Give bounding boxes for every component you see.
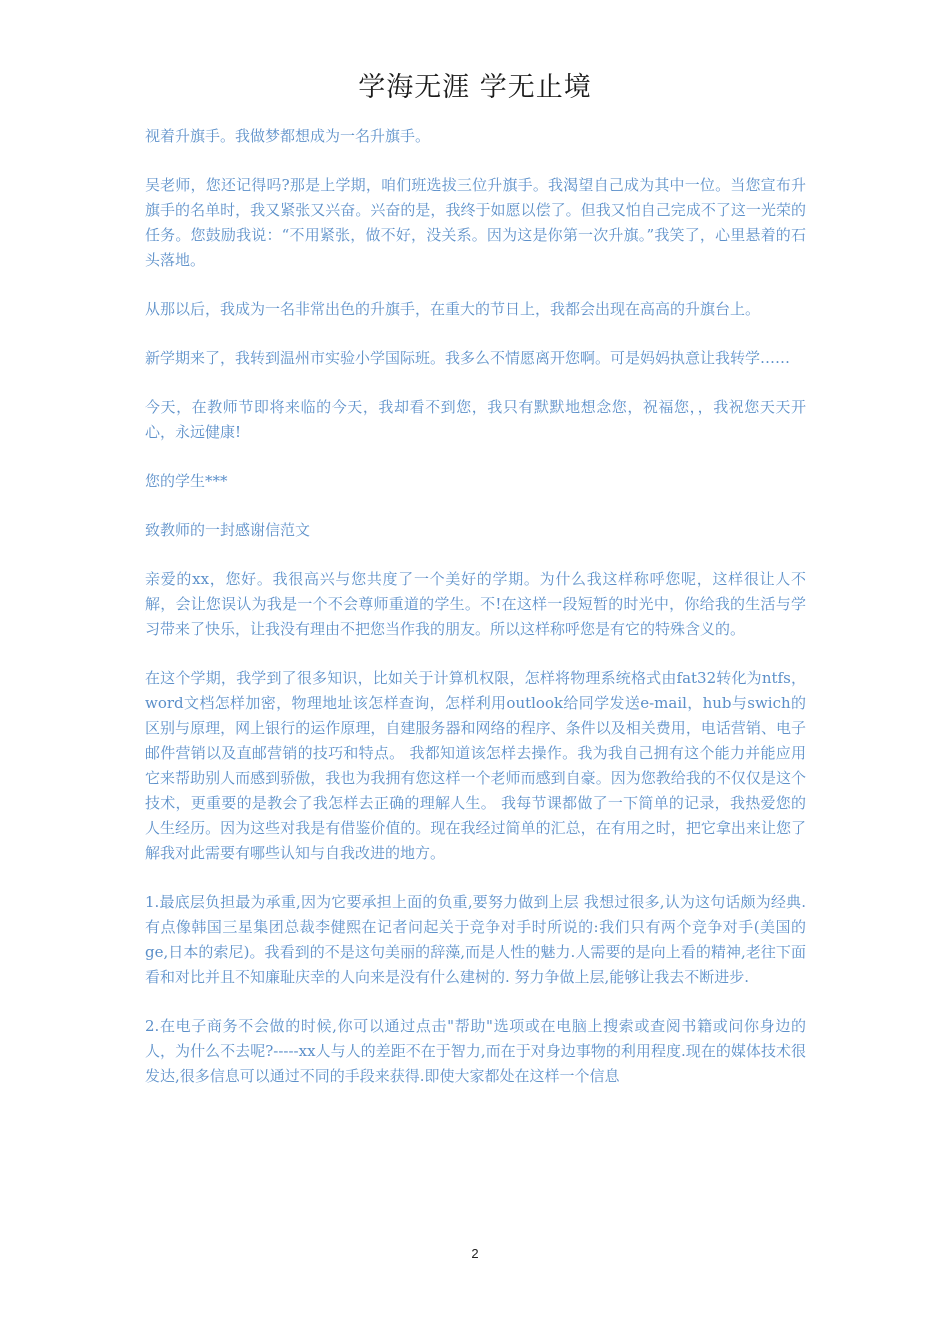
paragraph: 亲爱的xx，您好。我很高兴与您共度了一个美好的学期。为什么我这样称呼您呢，这样很让人不解，会让您误认为我是一个不会尊师重道的学生。不!在这样一段短暂的时光中，你给我的生活与学习带来了快乐，让我没有理由不把您当作我的朋友。所以这样称呼您是有它的特殊含义的。 [145,570,806,638]
paragraph: 新学期来了，我转到温州市实验小学国际班。我多么不情愿离开您啊。可是妈妈执意让我转学…… [145,349,791,367]
signature-line: 您的学生*** [145,472,228,490]
letter-body [145,124,806,1113]
paragraph: 2.在电子商务不会做的时候,你可以通过点击"帮助"选项或在电脑上搜索或查阅书籍或问你身边的人，为什么不去呢?-----xx人与人的差距不在于智力,而在于对身边事物的利用程度.现在的媒体技术很发达,很多信息可以通过不同的手段来获得.即使大家都处在这样一个信息 [145,1017,806,1085]
paragraph: 1.最底层负担最为承重,因为它要承担上面的负重,要努力做到上层 我想过很多,认为这句话颇为经典.有点像韩国三星集团总裁李健熙在记者问起关于竞争对手时所说的:我们只有两个竞争对手(美国的ge,日本的索尼)。我看到的不是这句美丽的辞藻,而是人性的魅力.人需要的是向上看的精神,老往下面看和对比并且不知廉耻庆幸的人向来是没有什么建树的. 努力争做上层,能够让我去不断进步. [145,893,806,986]
paragraph: 从那以后，我成为一名非常出色的升旗手，在重大的节日上，我都会出现在高高的升旗台上。 [145,300,761,318]
page-header-title: 学海无涯 学无止境 [358,72,592,103]
paragraph: 吴老师，您还记得吗?那是上学期，咱们班选拔三位升旗手。我渴望自己成为其中一位。当您宣布升旗手的名单时，我又紧张又兴奋。兴奋的是，我终于如愿以偿了。但我又怕自己完成不了这一光荣的任务。您鼓励我说：“不用紧张，做不好，没关系。因为这是你第一次升旗。”我笑了，心里悬着的石头落地。 [145,176,806,269]
paragraph: 在这个学期，我学到了很多知识，比如关于计算机权限，怎样将物理系统格式由fat32转化为ntfs，word文档怎样加密，物理地址该怎样查询，怎样利用outlook给同学发送e-mail，hub与swich的区别与原理，网上银行的运作原理，自建服务器和网络的程序、条件以及相关费用，电话营销、电子邮件营销以及直邮营销的技巧和特点。 我都知道该怎样去操作。我为我自己拥有这个能力并能应用它来帮助别人而感到骄傲，我也为我拥有您这样一个老师而感到自豪。因为您教给我的不仅仅是这个技术，更重要的是教会了我怎样去正确的理解人生。 我每节课都做了一下简单的记录，我热爱您的人生经历。因为这些对我是有借鉴价值的。现在我经过简单的汇总，在有用之时，把它拿出来让您了解我对此需要有哪些认知与自我改进的地方。 [145,669,806,862]
page-number: 2 [471,1246,479,1261]
section-heading: 致教师的一封感谢信范文 [145,521,311,539]
paragraph: 今天，在教师节即将来临的今天，我却看不到您，我只有默默地想念您，祝福您，，我祝您天天开心，永远健康! [145,398,806,441]
paragraph: 视着升旗手。我做梦都想成为一名升旗手。 [145,127,431,145]
